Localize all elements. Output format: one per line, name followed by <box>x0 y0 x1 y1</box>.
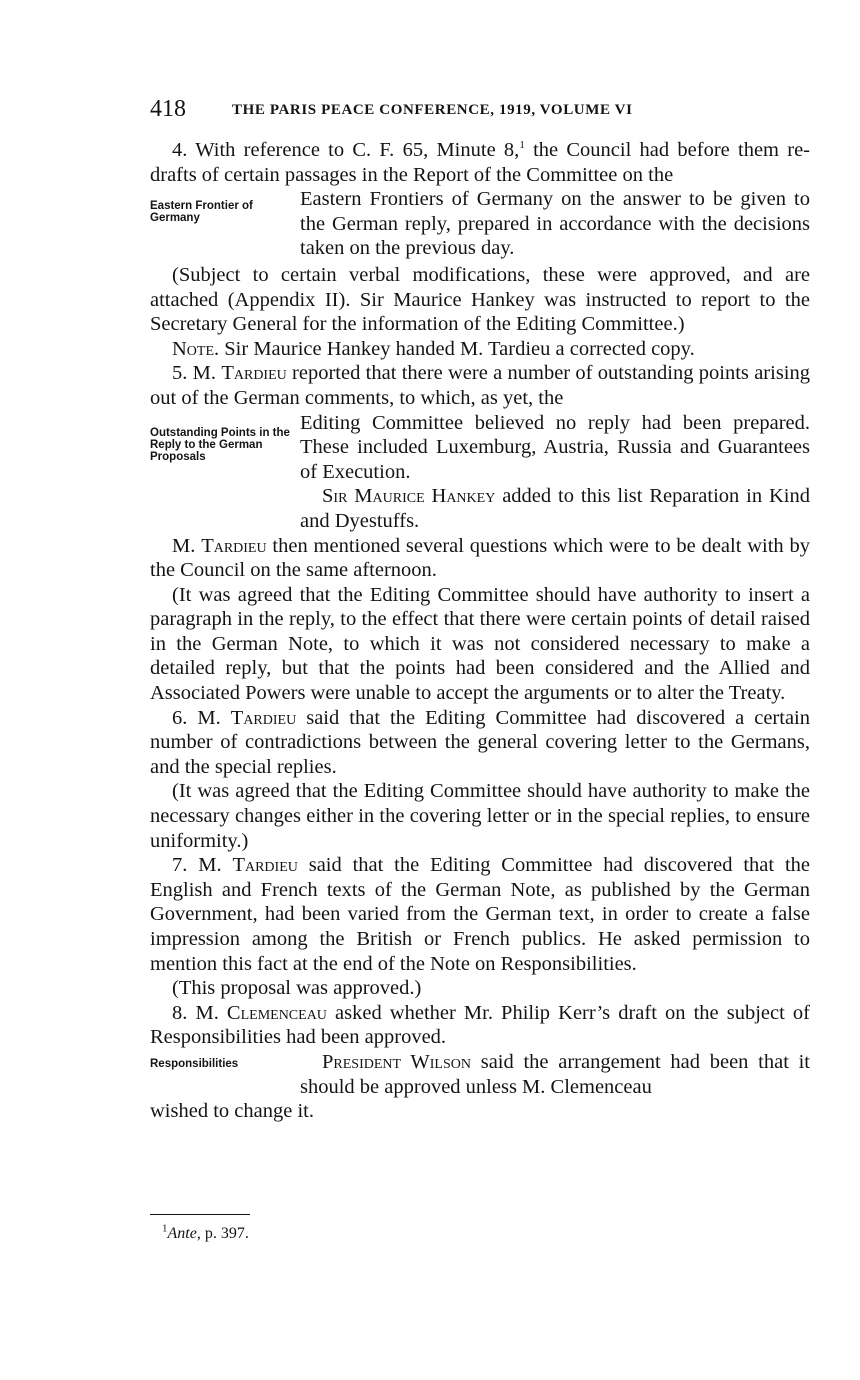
paragraph-8-wilson: President Wilson said the arrangement had been that it should be approved unless M. Clemenceau <box>300 1050 811 1098</box>
paragraph-5-intro: 5. M. Tardieu reported that there were a number of outstanding points arising out of the German comments, to which, as yet, the <box>150 362 810 409</box>
paragraph-5-tardieu: M. Tardieu then mentioned several questions which were to be dealt with by the Council on the same afternoon. <box>150 534 811 582</box>
note-paragraph: Note. Sir Maurice Hankey handed M. Tardieu a corrected copy. <box>172 337 695 360</box>
paragraph-4-result: (Subject to certain verbal modifications, these were approved, and are attached (Appendix II). Sir Maurice Hankey was instructed to report to the Secretary General for the information of the Editing Committee.) <box>150 263 810 336</box>
page-body <box>150 138 810 1124</box>
paragraph-5-side-block <box>150 411 810 534</box>
sidenote-responsibilities: Responsibilities <box>150 1057 239 1070</box>
paragraph-4-body: Eastern Frontiers of Germany on the answer to be given to the German reply, prepared in accordance with the decisions taken on the previous day. <box>300 188 810 260</box>
footnote-mark: 1 <box>519 139 525 152</box>
paragraph-6-result: (It was agreed that the Editing Committee should have authority to make the necessary changes either in the covering letter or in the special replies, to ensure uniformity.) <box>150 780 810 852</box>
paragraph-4-side-block <box>150 187 810 261</box>
footnote-number: 1 <box>162 1222 168 1235</box>
paragraph-5-result: (It was agreed that the Editing Committee should have authority to insert a paragraph in the reply, to the effect that there were certain points of detail raised in the German Note, to which it was not considered necessary to make a detailed reply, but that the points had been considered and the Allied and Associated Powers were unable to accept the arguments or to alter the Treaty. <box>150 583 810 705</box>
footnote-ante: Ante <box>167 1225 197 1242</box>
paragraph-7: 7. M. Tardieu said that the Editing Committee had discovered that the English and French texts of the German Note, as published by the German Government, had been varied from the German text, in order to create a false impression among the British or French publics. He asked permission to mention this fact at the end of the Note on Responsibilities. <box>150 854 810 975</box>
page-header <box>150 96 810 126</box>
footnote: $^1$Ante, p. 397. <box>162 1222 249 1242</box>
page-number: 418 <box>150 96 186 122</box>
paragraph-5-body: Editing Committee believed no reply had been prepared. These included Luxemburg, Austria, Russia and Guarantees of Execution. <box>300 411 810 483</box>
sidenote-outstanding-points: Outstanding Points in the Reply to the German Proposals <box>150 426 290 463</box>
paragraph-7-result: (This proposal was approved.) <box>172 977 422 1000</box>
paragraph-8: 8. M. Clemenceau asked whether Mr. Philip Kerr’s draft on the subject of Responsibilities had been approved. <box>150 1001 810 1049</box>
paragraph-4-intro: 4. With reference to C. F. 65, Minute 8,$^1$ the Council had before them re-drafts of certain passages in the Report of the Committee on the <box>150 139 811 186</box>
paragraph-6: 6. M. Tardieu said that the Editing Committee had discovered a certain number of contradictions between the general covering letter to the Germans, and the special replies. <box>150 706 810 778</box>
running-head: THE PARIS PEACE CONFERENCE, 1919, VOLUME VI <box>232 102 633 118</box>
paragraph-8-side-block <box>150 1050 810 1099</box>
paragraph-8-end: wished to change it. <box>150 1100 314 1123</box>
footnote-rule <box>150 1214 250 1215</box>
paragraph-5-hankey: Sir Maurice Hankey added to this list Reparation in Kind and Dyestuffs. <box>300 485 810 532</box>
sidenote-eastern-frontier: Eastern Frontier of Germany <box>150 200 253 225</box>
